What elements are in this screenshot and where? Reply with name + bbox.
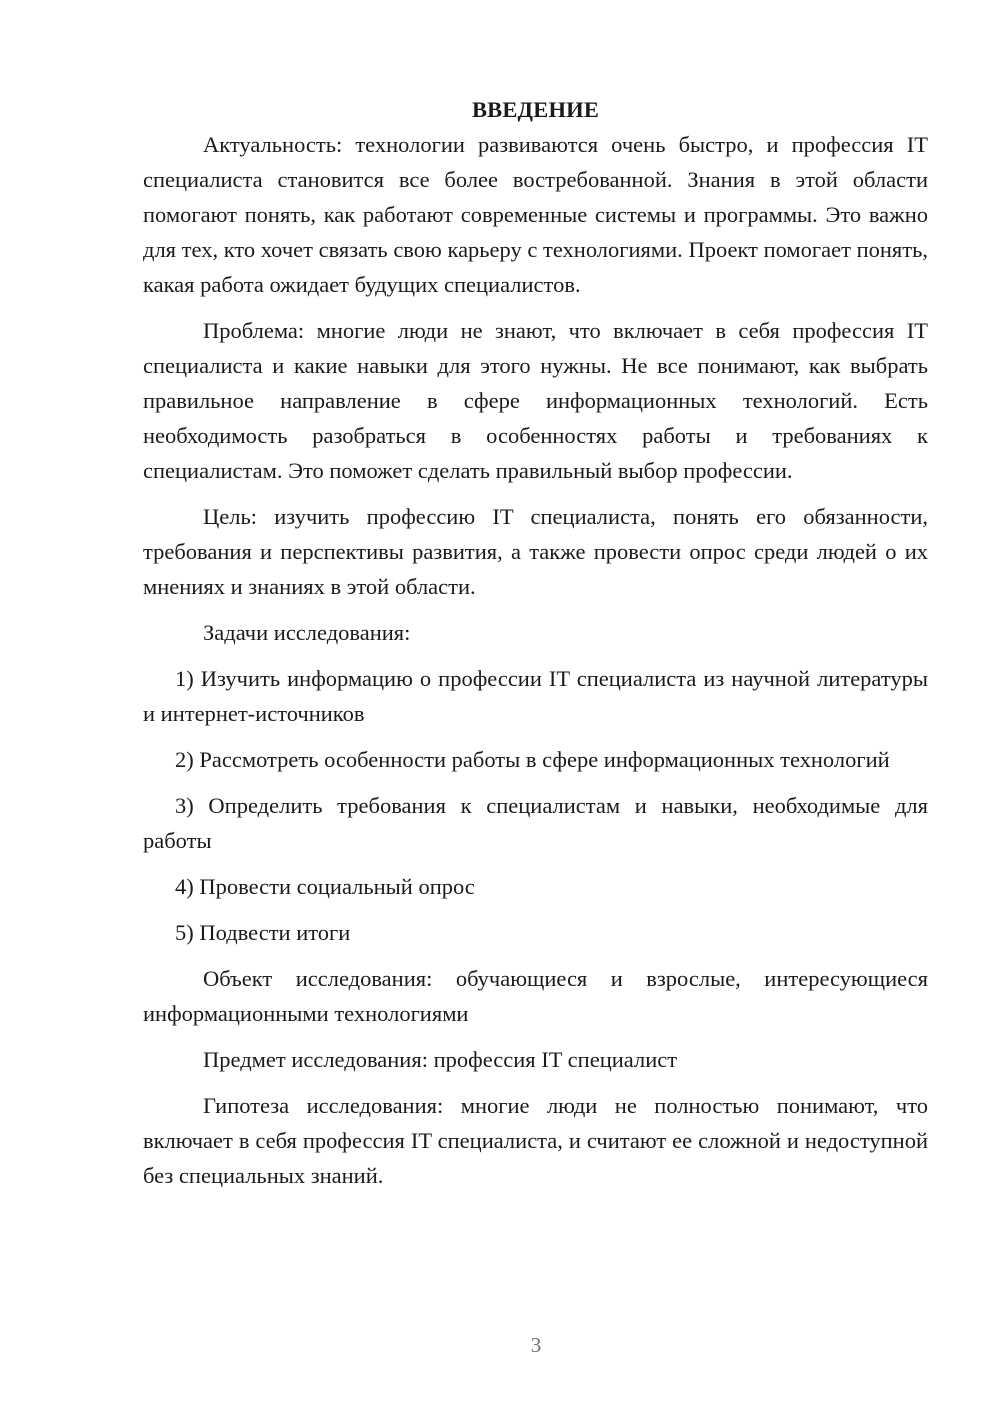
tasks-heading: Задачи исследования: [203,620,411,645]
paragraph-relevance: Актуальность: технологии развиваются очень быстро, и профессия IT специалиста становится все более востребованной. Знания в этой области помогают понять, как работают современные системы и программы. Это важно для тех, кто хочет связать свою карьеру с технологиями. Проект помогает понять, какая работа ожидает будущих специалистов. [143,132,928,297]
page-number: 3 [530,1333,542,1357]
task-item-1: 1) Изучить информацию о профессии IT специалиста из научной литературы и интернет-источников [143,666,928,726]
task-item-4: 4) Провести социальный опрос [175,874,475,899]
paragraph-object: Объект исследования: обучающиеся и взрослые, интересующиеся информационными технологиями [143,966,928,1026]
document-body [143,92,928,1193]
document-title: ВВЕДЕНИЕ [471,97,600,122]
paragraph-subject: Предмет исследования: профессия IT специалист [203,1047,678,1072]
paragraph-hypothesis: Гипотеза исследования: многие люди не полностью понимают, что включает в себя профессия IT специалиста, и считают ее сложной и недоступной без специальных знаний. [143,1093,928,1188]
task-item-2: 2) Рассмотреть особенности работы в сфере информационных технологий [175,747,890,772]
task-item-5: 5) Подвести итоги [175,920,351,945]
paragraph-goal: Цель: изучить профессию IT специалиста, понять его обязанности, требования и перспективы развития, а также провести опрос среди людей о их мнениях и знаниях в этой области. [143,504,928,599]
paragraph-problem: Проблема: многие люди не знают, что включает в себя профессия IT специалиста и какие навыки для этого нужны. Не все понимают, как выбрать правильное направление в сфере информационных технологий. Есть необходимость разобраться в особенностях работы и требованиях к специалистам. Это поможет сделать правильный выбор профессии. [143,318,928,483]
task-item-3: 3) Определить требования к специалистам и навыки, необходимые для работы [143,793,928,853]
